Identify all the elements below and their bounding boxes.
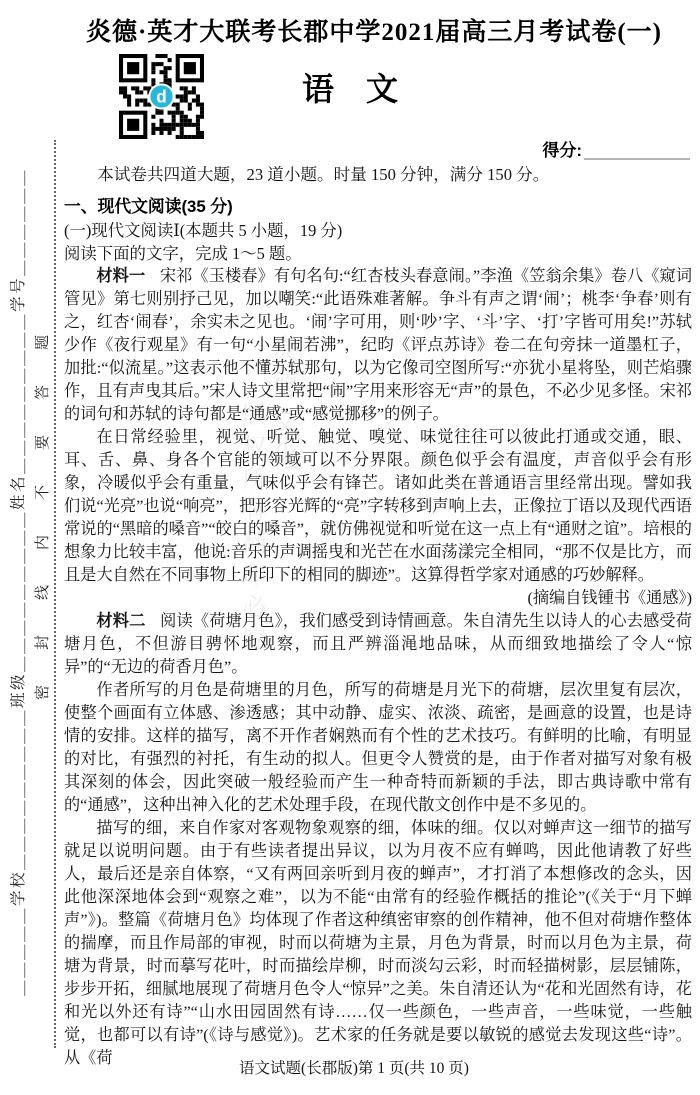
reading-instruction: 阅读下面的文字，完成 1～5 题。 <box>64 244 302 263</box>
watermark-copyright: 版权所有翻印必究 <box>238 402 264 658</box>
page-footer: 语文试题(长郡版)第 1 页(共 10 页) <box>239 1060 469 1077</box>
material-1-paragraph-2: 在日常经验里，视觉、听觉、触觉、嗅觉、味觉往往可以彼此打通或交通，眼、耳、舌、鼻、身各个官能的领域可以不分界限。颜色似乎会有温度，声音似乎会有形象，冷暖似乎会有重量，气味似乎会有锋芒。诸如此类在普通语言里经常出现。譬如我们说“光亮”也说“响亮”，把形容光辉的“亮”字转移到声响上去，正像拉丁语以及现代西语常说的“黑暗的嗓音”“皎白的嗓音”，就仿佛视觉和听觉在这一点上有“通财之谊”。培根的想象力比较丰富，他说:音乐的声调摇曳和光芒在水面荡漾完全相同，“那不仅是比方，而且是大自然在不同事物上所印下的相同的脚迹”。这算得哲学家对通感的巧妙解释。 <box>64 428 692 584</box>
material-2-paragraph-1 <box>64 610 692 679</box>
score-label: 得分: <box>542 141 582 160</box>
seal-dotted-line <box>54 140 56 1048</box>
score-row <box>542 136 690 161</box>
exam-intro: 本试卷共四道大题，23 道小题。时量 150 分钟，满分 150 分。 <box>97 165 550 184</box>
seal-student-fields: ＿＿＿＿＿学校＿＿＿＿＿＿＿＿＿班级＿＿＿＿＿＿＿＿＿姓名＿＿＿＿＿＿＿＿＿学号＿＿＿＿＿＿ <box>10 167 27 996</box>
material-1-paragraph-1 <box>64 265 692 426</box>
material-2-paragraph-2: 作者所写的月色是荷塘里的月色，所写的荷塘是月光下的荷塘，层次里复有层次，使整个画面有立体感、渗透感；其中动静、虚实、浓淡、疏密，是画意的设置，也是诗情的安排。这样的描写，离不开作者娴熟而有个性的艺术技巧。有鲜明的比喻，有明显的对比，有强烈的衬托，有生动的拟人。但更令人赞赏的是，由于作者对描写对象有极其深刻的体会，因此突破一般经验而产生一种奇特而新颖的手法，即古典诗歌中常有的“通感”，这种出神入化的艺术处理手段，在现代散文创作中是不多见的。 <box>64 681 692 814</box>
section-1-subheading: (一)现代文阅读Ⅰ(本题共 5 小题，19 分) <box>64 221 343 240</box>
material-1-source: (摘编自钱锺书《通感》) <box>527 589 692 607</box>
material-1-p1-text: 宋祁《玉楼春》有句名句:“红杏枝头春意闹。”李渔《笠翁余集》卷八《窥词管见》第七则别抒己见，加以嘲笑:“此语殊难著解。争斗有声之谓‘闹’；桃李‘争春’则有之，红杏‘闹春’，余实未之见也。‘闹’字可用，则‘吵’字、‘斗’字、‘打’字皆可用矣!”苏轼少作《夜行观星》有一句“小星闹若沸”，纪昀《评点苏诗》卷二在句旁抹一道墨杠子，加批:“似流星。”这表示他不懂苏轼那句，以为它像司空图所写:“亦犹小星将坠，则芒焰骤作，且有声曳其后。”宋人诗文里常把“闹”字用来形容无“声”的景色，不必少见多怪。宋祁的词句和苏轼的诗句都是“通感”或“感觉挪移”的例子。 <box>64 267 693 423</box>
subject-title: 语 文 <box>301 71 398 107</box>
exam-body <box>64 194 692 1070</box>
seal-line-text: 密 封 线 内 不 要 答 题 <box>35 324 51 700</box>
section-1-heading: 一、现代文阅读(35 分) <box>64 197 233 216</box>
material-2-p1-text: 阅读《荷塘月色》，我们感受到诗情画意。朱自清先生以诗人的心去感受荷塘月色，不但游目骋怀地观察，而且严辨淄渑地品味，从而细致地描绘了令人“惊异”的“无边的荷香月色”。 <box>64 612 692 676</box>
material-1-label: 材料一 <box>96 267 146 285</box>
svg-text:d: d <box>156 86 167 107</box>
score-blank <box>584 141 690 160</box>
exam-title: 炎德·英才大联考长郡中学2021届高三月考试卷(一) <box>86 19 662 46</box>
material-2-paragraph-3: 描写的细，来自作家对客观物象观察的细，体味的细。仅以对蝉声这一细节的描写就足以说明问题。由于有些读者提出异议，以为月夜不应有蝉鸣，因此他请教了好些人，最后还是亲自体察，“又有两回亲听到月夜的蝉声”，才打消了本想修改的念头，因此他深深地体会到“观察之难”，以为不能“由常有的经验作概括的推论”(《关于“月下蝉声”》)。整篇《荷塘月色》均体现了作者这种缜密审察的创作精神，他不但对荷塘作整体的揣摩，而且作局部的审视，时而以荷塘为主景，月色为背景，时而以月色为主景，荷塘为背景，时而摹写花叶，时而描绘岸柳，时而淡勾云彩，时而轻描树影，层层铺陈，步步开拓，细腻地展现了荷塘月色令人“惊异”之美。朱自清还认为“花和光固然有诗，花和光以外还有诗”“山水田园固然有诗……仅一些颜色，一些声音，一些味觉，一些触觉，也都可以有诗”(《诗与感觉》)。艺术家的任务就是要以敏锐的感觉去发现这些“诗”。从《荷 <box>64 819 692 1067</box>
material-2-label: 材料二 <box>96 612 146 630</box>
watermark-brand: 炎德文化 <box>267 334 298 478</box>
